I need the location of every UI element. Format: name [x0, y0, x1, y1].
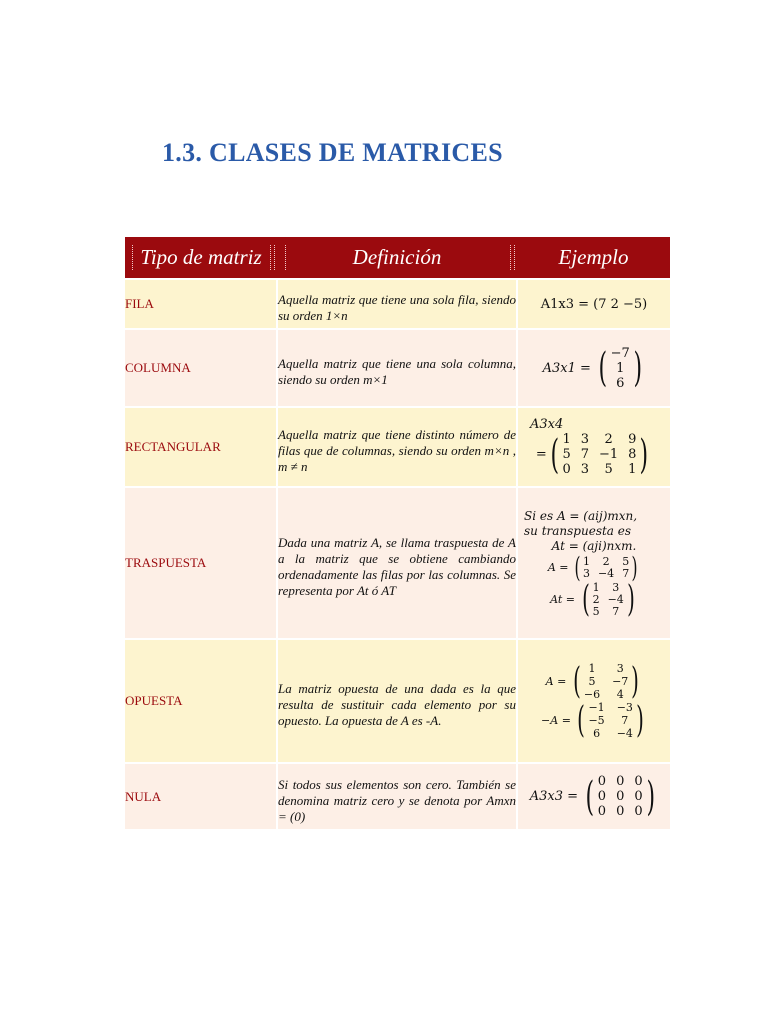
row-example: Si es A = (aij)mxn, su transpuesta es At = (aji)nxm. A = ( 1 2 5 3 −4 7 ) At = ( 1 3 2 −4 5 7 ) [517, 487, 670, 639]
row-example: A1x3 = (7 2 −5) [517, 279, 670, 329]
row-definition: Si todos sus elementos son cero. También se denomina matriz cero y se denota por Amxn = (0) [277, 763, 517, 829]
row-type: FILA [125, 279, 277, 329]
table-row [125, 279, 670, 329]
table-header-row [125, 237, 670, 279]
row-definition: Dada una matriz A, se llama traspuesta de A a la matriz que se obtiene cambiando ordenadamente las filas por las columnas. Se representa por At ó AT [277, 487, 517, 639]
header-ejemplo: Ejemplo [517, 237, 670, 279]
table-row [125, 329, 670, 407]
row-type: TRASPUESTA [125, 487, 277, 639]
row-definition: La matriz opuesta de una dada es la que resulta de sustituir cada elemento por su opuesto. La opuesta de A es -A. [277, 639, 517, 763]
table-row [125, 763, 670, 829]
row-definition: Aquella matriz que tiene una sola columna, siendo su orden m×1 [277, 329, 517, 407]
section-heading: 1.3. CLASES DE MATRICES [162, 138, 503, 167]
table-row [125, 639, 670, 763]
header-definicion: Definición [277, 237, 517, 279]
row-example: A = ( 1 3 5 −7 −6 4 ) −A = ( −1 −3 −5 7 6 −4 ) [517, 639, 670, 763]
table-row [125, 487, 670, 639]
row-type: COLUMNA [125, 329, 277, 407]
row-type: OPUESTA [125, 639, 277, 763]
row-example: A3x1 = ( −7 1 6 ) [517, 329, 670, 407]
row-example: A3x4 = ( 1 3 2 9 5 7 −1 8 0 3 5 1 ) [517, 407, 670, 487]
row-type: RECTANGULAR [125, 407, 277, 487]
matrix-types-table [125, 237, 670, 829]
row-definition: Aquella matriz que tiene una sola fila, siendo su orden 1×n [277, 279, 517, 329]
row-example: A3x3 = ( 0 0 0 0 0 0 0 0 0 ) [517, 763, 670, 829]
table-row [125, 407, 670, 487]
header-tipo: Tipo de matriz [125, 237, 277, 279]
row-definition: Aquella matriz que tiene distinto número de filas que de columnas, siendo su orden m×n , m ≠ n [277, 407, 517, 487]
row-type: NULA [125, 763, 277, 829]
